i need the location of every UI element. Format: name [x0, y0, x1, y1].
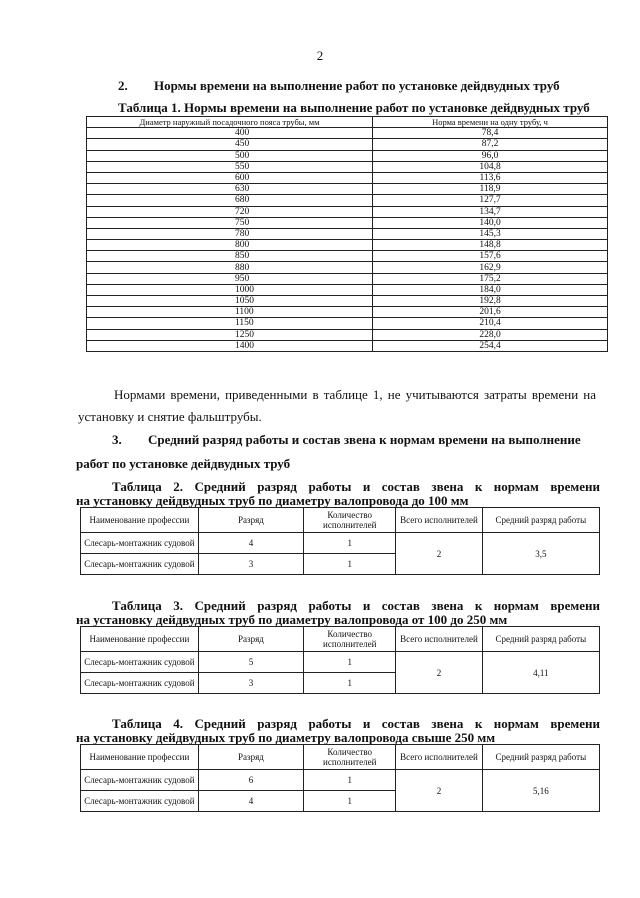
table-3-caption-line1: Таблица 3. Средний разряд работы и состав звена к нормам времени	[112, 598, 600, 613]
count-cell: 1	[304, 770, 396, 791]
table-row	[87, 296, 608, 307]
diameter-cell: 950	[87, 273, 373, 284]
rank-cell: 6	[198, 770, 303, 791]
table-row	[87, 307, 608, 318]
header-total: Всего исполнителей	[396, 627, 482, 652]
rank-cell: 4	[198, 533, 303, 554]
time-cell: 148,8	[373, 240, 608, 251]
profession-cell: Слесарь-монтажник судовой	[81, 652, 199, 673]
time-cell: 87,2	[373, 139, 608, 150]
rank-cell: 5	[198, 652, 303, 673]
table-row	[87, 206, 608, 217]
table-row	[87, 262, 608, 273]
diameter-cell: 1050	[87, 296, 373, 307]
table-row	[87, 273, 608, 284]
table-row	[87, 184, 608, 195]
table-row	[87, 340, 608, 351]
table-2-caption-line1: Таблица 2. Средний разряд работы и состав звена к нормам времени	[112, 479, 600, 494]
header-rank: Разряд	[198, 745, 303, 770]
header-total: Всего исполнителей	[396, 745, 482, 770]
time-cell: 254,4	[373, 340, 608, 351]
diameter-cell: 780	[87, 228, 373, 239]
time-cell: 134,7	[373, 206, 608, 217]
time-cell: 210,4	[373, 318, 608, 329]
header-time-norm: Норма времени на одну трубу, ч	[373, 117, 608, 128]
diameter-cell: 850	[87, 251, 373, 262]
profession-cell: Слесарь-монтажник судовой	[81, 533, 199, 554]
section-2-heading	[118, 78, 560, 94]
count-cell: 1	[304, 652, 396, 673]
header-rank: Разряд	[198, 508, 303, 533]
table-row	[87, 240, 608, 251]
time-cell: 96,0	[373, 150, 608, 161]
page-number: 2	[316, 48, 324, 63]
header-profession: Наименование профессии	[81, 627, 199, 652]
table-4-caption-line1: Таблица 4. Средний разряд работы и состав звена к нормам времени	[112, 716, 600, 731]
header-average: Средний разряд работы	[482, 508, 599, 533]
count-cell: 1	[304, 673, 396, 694]
time-cell: 175,2	[373, 273, 608, 284]
average-cell: 4,11	[482, 652, 599, 694]
table-row	[81, 652, 600, 673]
table-header-row	[81, 745, 600, 770]
time-cell: 184,0	[373, 284, 608, 295]
diameter-cell: 500	[87, 150, 373, 161]
table-row	[81, 533, 600, 554]
diameter-cell: 680	[87, 195, 373, 206]
diameter-cell: 1000	[87, 284, 373, 295]
section-3-heading	[112, 432, 581, 448]
table-row	[87, 139, 608, 150]
time-cell: 113,6	[373, 172, 608, 183]
diameter-cell: 1150	[87, 318, 373, 329]
rank-cell: 3	[198, 673, 303, 694]
table-row	[87, 284, 608, 295]
table-row	[87, 329, 608, 340]
table-row	[87, 251, 608, 262]
time-cell: 201,6	[373, 307, 608, 318]
header-rank: Разряд	[198, 627, 303, 652]
header-count: Количество исполнителей	[304, 745, 396, 770]
time-cell: 228,0	[373, 329, 608, 340]
time-cell: 104,8	[373, 161, 608, 172]
table-3-caption-line2: на установку дейдвудных труб по диаметру валопровода от 100 до 250 мм	[76, 612, 508, 627]
table-3-crew	[80, 626, 600, 694]
time-cell: 192,8	[373, 296, 608, 307]
profession-cell: Слесарь-монтажник судовой	[81, 791, 199, 812]
table-4-caption	[76, 717, 600, 745]
table-row	[87, 161, 608, 172]
average-cell: 5,16	[482, 770, 599, 812]
header-profession: Наименование профессии	[81, 745, 199, 770]
header-count: Количество исполнителей	[304, 627, 396, 652]
table-row	[81, 770, 600, 791]
section-2-title: Нормы времени на выполнение работ по установке дейдвудных труб	[154, 78, 560, 93]
table-4-caption-line2: на установку дейдвудных труб по диаметру валопровода свыше 250 мм	[76, 730, 496, 745]
diameter-cell: 1400	[87, 340, 373, 351]
time-cell: 78,4	[373, 128, 608, 139]
section-3-heading-cont: работ по установке дейдвудных труб	[76, 456, 291, 471]
rank-cell: 4	[198, 791, 303, 812]
diameter-cell: 600	[87, 172, 373, 183]
table-1-caption: Таблица 1. Нормы времени на выполнение работ по установке дейдвудных труб	[118, 100, 590, 115]
header-total: Всего исполнителей	[396, 508, 482, 533]
header-average: Средний разряд работы	[482, 745, 599, 770]
table-3-caption	[76, 599, 600, 627]
table-row	[87, 217, 608, 228]
profession-cell: Слесарь-монтажник судовой	[81, 673, 199, 694]
table-1-time-norms	[86, 116, 608, 352]
table-4-crew	[80, 744, 600, 812]
total-cell: 2	[396, 770, 482, 812]
count-cell: 1	[304, 791, 396, 812]
table-header-row	[81, 508, 600, 533]
diameter-cell: 720	[87, 206, 373, 217]
section-3-number: 3.	[112, 432, 122, 447]
time-cell: 118,9	[373, 184, 608, 195]
time-cell: 145,3	[373, 228, 608, 239]
diameter-cell: 1100	[87, 307, 373, 318]
table-2-crew	[80, 507, 600, 575]
time-cell: 162,9	[373, 262, 608, 273]
diameter-cell: 630	[87, 184, 373, 195]
header-diameter: Диаметр наружный посадочного пояса трубы, мм	[87, 117, 373, 128]
profession-cell: Слесарь-монтажник судовой	[81, 554, 199, 575]
table-2-caption	[76, 480, 600, 508]
table-row	[87, 150, 608, 161]
time-cell: 157,6	[373, 251, 608, 262]
diameter-cell: 750	[87, 217, 373, 228]
table-row	[87, 318, 608, 329]
header-average: Средний разряд работы	[482, 627, 599, 652]
total-cell: 2	[396, 652, 482, 694]
diameter-cell: 800	[87, 240, 373, 251]
count-cell: 1	[304, 533, 396, 554]
diameter-cell: 400	[87, 128, 373, 139]
header-count: Количество исполнителей	[304, 508, 396, 533]
diameter-cell: 450	[87, 139, 373, 150]
table-2-caption-line2: на установку дейдвудных труб по диаметру валопровода до 100 мм	[76, 493, 469, 508]
table-row	[87, 128, 608, 139]
diameter-cell: 1250	[87, 329, 373, 340]
table-row	[87, 195, 608, 206]
table-header-row	[81, 627, 600, 652]
average-cell: 3,5	[482, 533, 599, 575]
table-row	[87, 172, 608, 183]
time-cell: 127,7	[373, 195, 608, 206]
diameter-cell: 880	[87, 262, 373, 273]
total-cell: 2	[396, 533, 482, 575]
rank-cell: 3	[198, 554, 303, 575]
table-header-row	[87, 117, 608, 128]
section-3-title-line1: Средний разряд работы и состав звена к нормам времени на выполнение	[148, 432, 581, 447]
header-profession: Наименование профессии	[81, 508, 199, 533]
diameter-cell: 550	[87, 161, 373, 172]
time-cell: 140,0	[373, 217, 608, 228]
profession-cell: Слесарь-монтажник судовой	[81, 770, 199, 791]
table-1-note: Нормами времени, приведенными в таблице 1, не учитываются затраты времени на установку и снятие фальштрубы.	[78, 387, 596, 424]
section-2-number: 2.	[118, 78, 128, 93]
table-row	[87, 228, 608, 239]
count-cell: 1	[304, 554, 396, 575]
